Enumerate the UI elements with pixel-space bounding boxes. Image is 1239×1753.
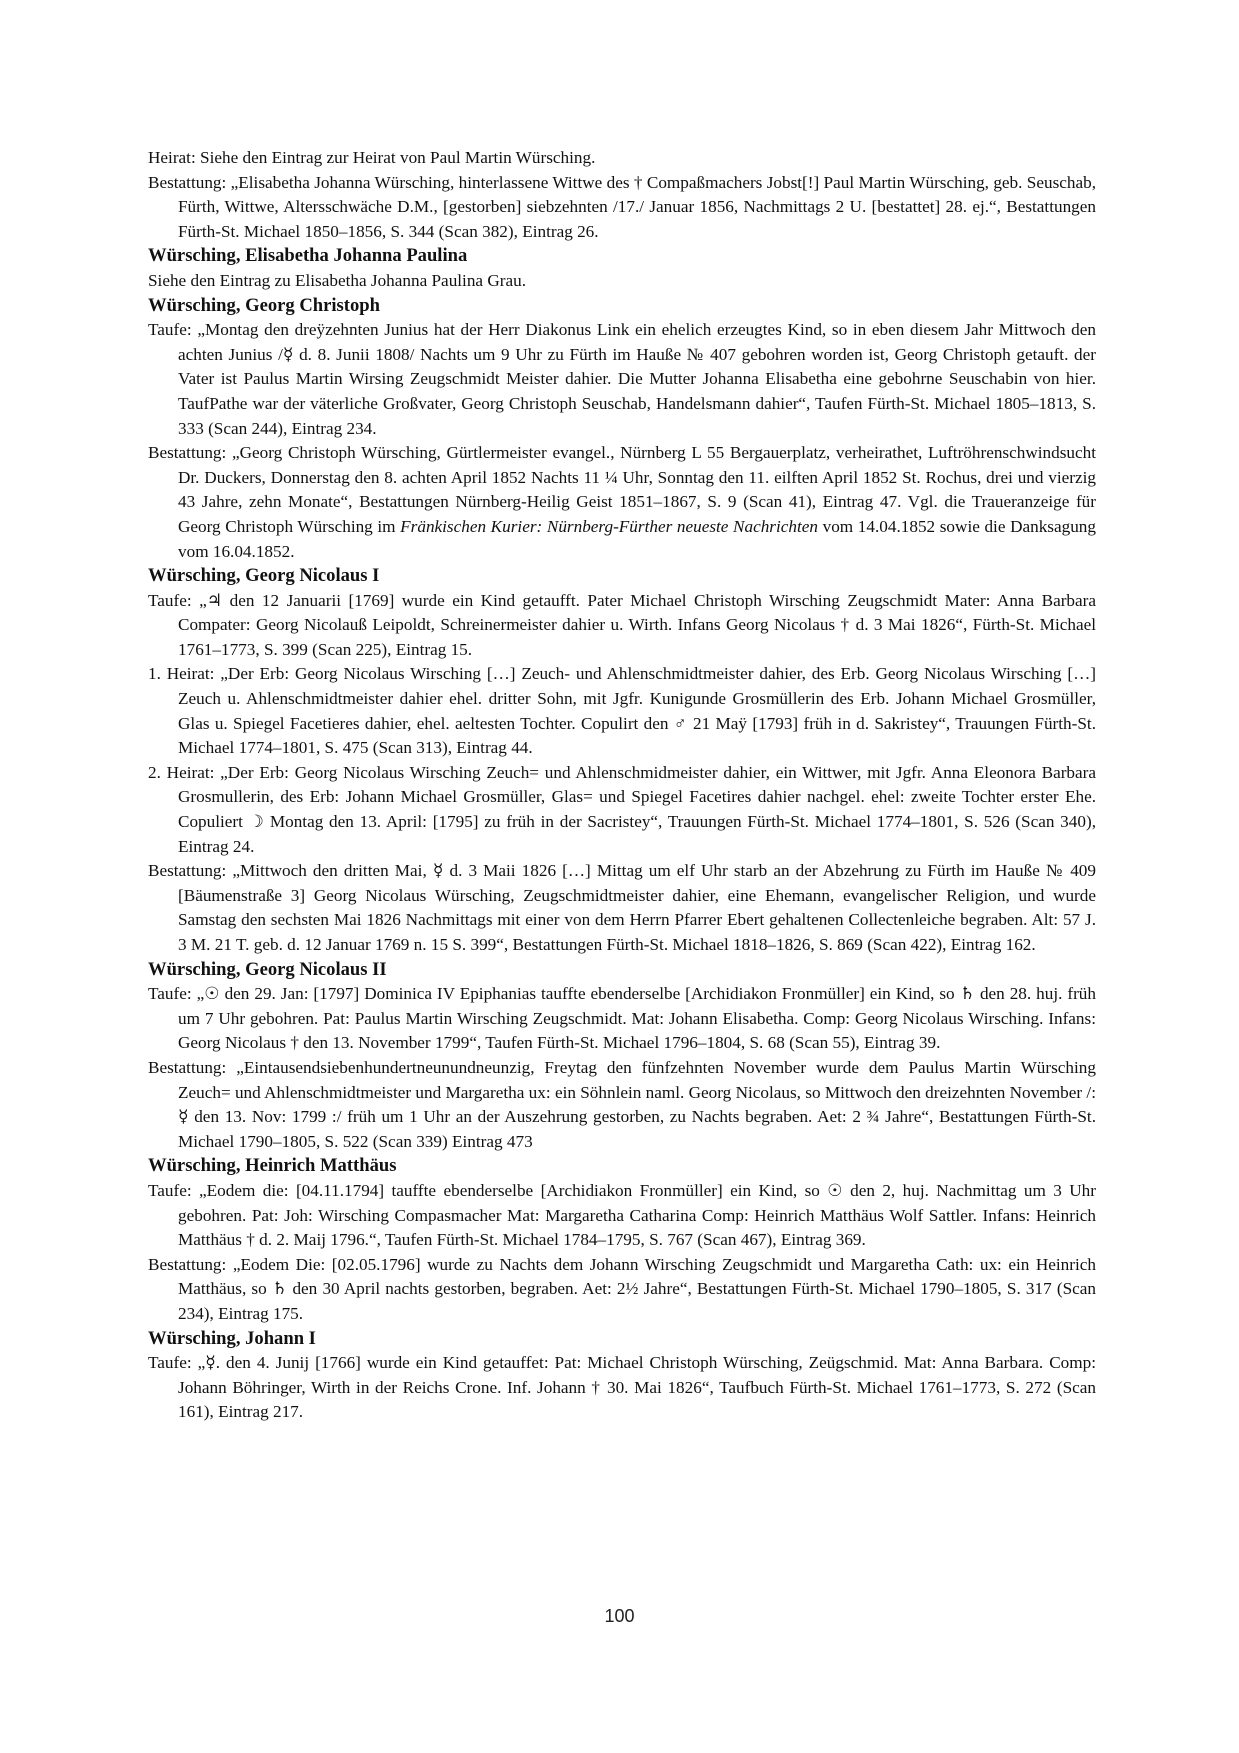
entry-paragraph: 2. Heirat: „Der Erb: Georg Nicolaus Wirsching Zeuch= und Ahlenschmidmeister dahier, ein Wittwer, mit Jgfr. Anna Eleonora Barbara Grosmullerin, des Erb: Johann Michael Grosmüller, Glas= und Spiegel Facetires dahier nachgel. ehel: zweite Tochter erster Ehe. Copuliert ☽ Montag den 13. April: [1795] zu früh in der Sacristey“, Trauungen Fürth-St. Michael 1774–1801, S. 526 (Scan 340), Eintrag 24.: [148, 762, 1096, 856]
entry-heading: Würsching, Heinrich Matthäus: [148, 1155, 397, 1177]
entry-heading: Würsching, Johann I: [148, 1327, 316, 1349]
entry-paragraph: Bestattung: „Eintausendsiebenhundertneunundneunzig, Freytag den fünfzehnten November wurde dem Paulus Martin Würsching Zeuch= und Ahlenschmidtmeister und Margaretha ux: ein Söhnlein naml. Georg Nicolaus, so Mittwoch den dreizehnten November /: ☿ den 13. Nov: 1799 :/ früh um 1 Uhr an der Auszehrung gestorben, zu Nachts begraben. Aet: 2 ¾ Jahre“, Bestattungen Fürth-St. Michael 1790–1805, S. 522 (Scan 339) Eintrag 473: [148, 1057, 1096, 1151]
entry-paragraph: Taufe: „☿. den 4. Junij [1766] wurde ein Kind getauffet: Pat: Michael Christoph Würsching, Zeügschmid. Mat: Anna Barbara. Comp: Johann Böhringer, Wirth in der Reichs Crone. Inf. Johann † 30. Mai 1826“, Taufbuch Fürth-St. Michael 1761–1773, S. 272 (Scan 161), Eintrag 217.: [148, 1353, 1096, 1422]
entry-paragraph: Bestattung: „Mittwoch den dritten Mai, ☿ d. 3 Maii 1826 […] Mittag um elf Uhr starb an der Abzehrung zu Fürth im Hauße № 409 [Bäumenstraße 3] Georg Nicolaus Würsching, Zeugschmidtmeister dahier, eine Ehemann, evangelischer Religion, und wurde Samstag den sechsten Mai 1826 Nachmittags mit einer von dem Herrn Pfarrer Ebert gehaltenen Collectenleiche begraben. Alt: 57 J. 3 M. 21 T. geb. d. 12 Januar 1769 n. 15 S. 399“, Bestattungen Fürth-St. Michael 1818–1826, S. 869 (Scan 422), Eintrag 162.: [148, 861, 1096, 954]
entry-paragraph: [148, 441, 1096, 564]
entry-paragraph: Taufe: „Eodem die: [04.11.1794] tauffte ebenderselbe [Archidiakon Fronmüller] ein Kind, so ☉ den 2, huj. Nachmittag um 3 Uhr gebohren. Pat: Joh: Wirsching Compasmacher Mat: Margaretha Catharina Comp: Heinrich Matthäus Wolf Sattler. Infans: Heinrich Matthäus † d. 2. Maij 1796.“, Taufen Fürth-St. Michael 1784–1795, S. 767 (Scan 467), Eintrag 369.: [148, 1180, 1096, 1250]
entry-paragraph: Bestattung: „Eodem Die: [02.05.1796] wurde zu Nachts dem Johann Wirsching Zeugschmidt und Margaretha Cath: ux: ein Heinrich Matthäus, so ♄ den 30 April nachts gestorben, begraben. Aet: 2½ Jahre“, Bestattungen Fürth-St. Michael 1790–1805, S. 317 (Scan 234), Eintrag 175.: [148, 1254, 1096, 1323]
entry-heading: Würsching, Georg Nicolaus II: [148, 958, 387, 980]
entry-paragraph: Heirat: Siehe den Eintrag zur Heirat von Paul Martin Würsching.: [148, 148, 596, 167]
entry-paragraph: Bestattung: „Elisabetha Johanna Würsching, hinterlassene Wittwe des † Compaßmachers Jobst[!] Paul Martin Würsching, geb. Seuschab, Fürth, Wittwe, Altersschwäche D.M., [gestorben] siebzehnten /17./ Januar 1856, Nachmittags 2 U. [bestattet] 28. ej.“, Bestattungen Fürth-St. Michael 1850–1856, S. 344 (Scan 382), Eintrag 26.: [148, 172, 1096, 241]
entry-paragraph: Taufe: „☉ den 29. Jan: [1797] Dominica IV Epiphanias tauffte ebenderselbe [Archidiakon Fronmüller] ein Kind, so ♄ den 28. huj. früh um 7 Uhr gebohren. Pat: Paulus Martin Wirsching Zeugschmidt. Mat: Johann Elisabetha. Comp: Georg Nicolaus Wirsching. Infans: Georg Nicolaus † den 13. November 1799“, Taufen Fürth-St. Michael 1796–1804, S. 68 (Scan 55), Eintrag 39.: [148, 984, 1096, 1053]
entry-text: vom 14.04.1852 sowie die Danksagung vom 16.04.1852.: [178, 516, 1096, 561]
entry-paragraph: 1. Heirat: „Der Erb: Georg Nicolaus Wirsching […] Zeuch- und Ahlenschmidtmeister dahier, des Erb. Georg Nicolaus Wirsching […] Zeuch u. Ahlenschmidtmeister dahier ehel. dritter Sohn, mit Jgfr. Kunigunde Grosmüllerin des Erb. Johann Michael Grosmüller, Glas u. Spiegel Facetieres dahier, ehel. aeltesten Tochter. Copulirt den ♂ 21 Maÿ [1793] früh in d. Sakristey“, Trauungen Fürth-St. Michael 1774–1801, S. 475 (Scan 313), Eintrag 44.: [148, 664, 1096, 758]
document-body: [148, 146, 1096, 1425]
entry-paragraph: Taufe: „Montag den dreÿzehnten Junius hat der Herr Diakonus Link ein ehelich erzeugtes Kind, so in eben diesem Jahr Mittwoch den achten Junius /☿ d. 8. Junii 1808/ Nachts um 9 Uhr zu Fürth im Hauße № 407 gebohren worden ist, Georg Christoph getauft. der Vater ist Paulus Martin Wirsing Zeugschmidt Meister dahier. Die Mutter Johanna Elisabetha eine gebohrne Seuschabin von hier. TaufPathe war der väterliche Großvater, Georg Christoph Seuschab, Handelsmann dahier“, Taufen Fürth-St. Michael 1805–1813, S. 333 (Scan 244), Eintrag 234.: [148, 320, 1096, 438]
newspaper-title: Fränkischen Kurier: Nürnberg-Fürther neueste Nachrichten: [400, 516, 818, 536]
entry-paragraph: Taufe: „♃ den 12 Januarii [1769] wurde ein Kind getaufft. Pater Michael Christoph Wirsching Zeugschmidt Mater: Anna Barbara Compater: Georg Nicolauß Leipoldt, Schreinermeister dahier u. Wirth. Infans Georg Nicolaus † d. 3 Mai 1826“, Fürth-St. Michael 1761–1773, S. 399 (Scan 225), Eintrag 15.: [148, 590, 1096, 659]
entry-heading: Würsching, Georg Nicolaus I: [148, 565, 380, 587]
entry-text: Bestattung: „Georg Christoph Würsching, Gürtlermeister evangel., Nürnberg L 55 Bergauerplatz, verheirathet, Luftröhrenschwindsucht Dr. Duckers, Donnerstag den 8. achten April 1852 Nachts 11 ¼ Uhr, Sonntag den 11. eilften April 1852 St. Rochus, drei und vierzig 43 Jahre, zehn Monate“, Bestattungen Nürnberg-Heilig Geist 1851–1867, S. 9 (Scan 41), Eintrag 47. Vgl. die Traueranzeige für Georg Christoph Würsching im: [148, 443, 1096, 536]
entry-heading: Würsching, Elisabetha Johanna Paulina: [148, 245, 468, 267]
page-number: 100: [604, 1606, 635, 1626]
entry-paragraph: Siehe den Eintrag zu Elisabetha Johanna Paulina Grau.: [148, 270, 527, 290]
entry-heading: Würsching, Georg Christoph: [148, 294, 380, 316]
